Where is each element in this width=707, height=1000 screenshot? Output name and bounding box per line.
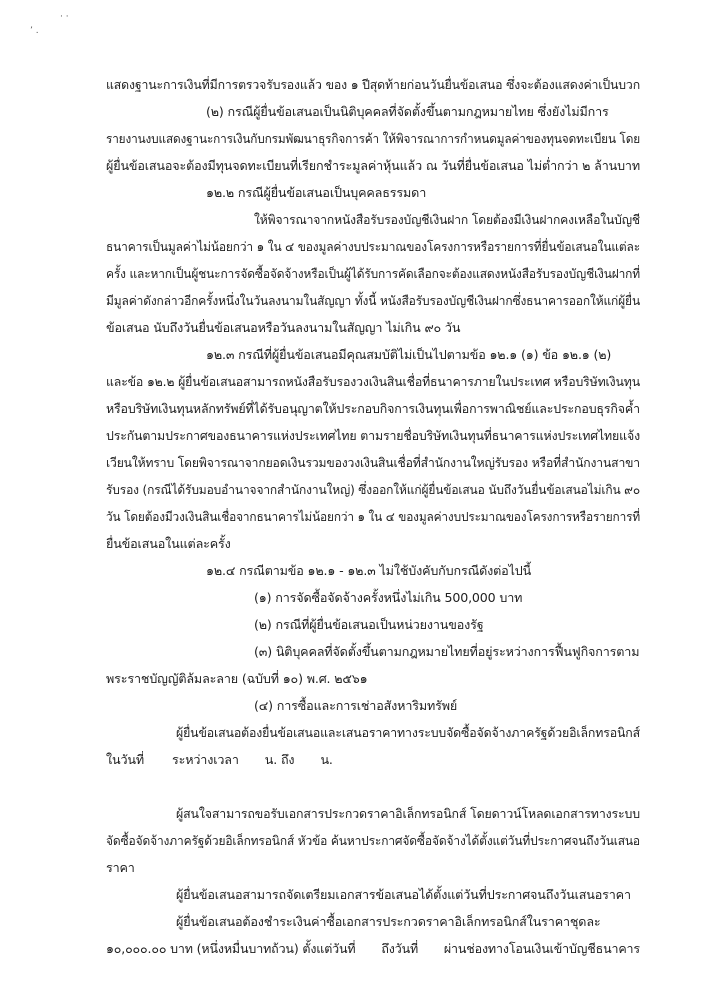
paragraph-line: จัดซื้อจัดจ้างภาครัฐด้วยอิเล็กทรอนิกส์ หัวข้อ ค้นหาประกาศจัดซื้อจัดจ้างได้ตั้งแต่วันที่ประกาศจนถึงวันเสนอ xyxy=(106,833,640,848)
paragraph-line: ผู้ยื่นข้อเสนอจะต้องมีทุนจดทะเบียนที่เรียกชำระมูลค่าหุ้นแล้ว ณ วันที่ยื่นข้อเสนอ ไม่ต่ำกว่า ๒ ล้านบาท xyxy=(106,158,640,173)
paragraph-line: ผู้ยื่นข้อเสนอต้องชำระเงินค่าซื้อเอกสารประกวดราคาอิเล็กทรอนิกส์ในราคาชุดละ xyxy=(176,914,601,929)
paragraph-line: หรือบริษัทเงินทุนหลักทรัพย์ที่ได้รับอนุญาตให้ประกอบกิจการเงินทุนเพื่อการพาณิชย์และประกอบธุรกิจค้ำ xyxy=(106,401,640,416)
paragraph-line: และข้อ ๑๒.๒ ผู้ยื่นข้อเสนอสามารถหนังสือรับรองวงเงินสินเชื่อที่ธนาคารภายในประเทศ หรือบริษัทเงินทุน xyxy=(106,374,640,389)
paragraph-line: ให้พิจารณาจากหนังสือรับรองบัญชีเงินฝาก โดยต้องมีเงินฝากคงเหลือในบัญชี xyxy=(254,212,640,227)
submission-date-line xyxy=(106,751,333,769)
time-to-label: น. xyxy=(320,752,333,767)
paragraph-line: ธนาคารเป็นมูลค่าไม่น้อยกว่า ๑ ใน ๔ ของมูลค่างบประมาณของโครงการหรือรายการที่ยื่นข้อเสนอในแต่ละ xyxy=(106,239,640,254)
paragraph-line: ผู้ยื่นข้อเสนอสามารถจัดเตรียมเอกสารข้อเสนอได้ตั้งแต่วันที่ประกาศจนถึงวันเสนอราคา xyxy=(176,887,631,902)
list-item: (๓) นิติบุคคลที่จัดตั้งขึ้นตามกฎหมายไทยที่อยู่ระหว่างการฟื้นฟูกิจการตาม xyxy=(254,644,640,659)
payment-channel: ผ่านช่องทางโอนเงินเข้าบัญชีธนาคาร xyxy=(443,941,640,956)
paragraph-line: ผู้ยื่นข้อเสนอต้องยื่นข้อเสนอและเสนอราคาทางระบบจัดซื้อจัดจ้างภาครัฐด้วยอิเล็กทรอนิกส์ xyxy=(176,725,640,740)
list-item: (๒) กรณีที่ผู้ยื่นข้อเสนอเป็นหน่วยงานของรัฐ xyxy=(254,617,484,632)
date-label: ในวันที่ xyxy=(106,752,144,767)
scan-mark: · · xyxy=(60,12,69,22)
scan-mark: ’ . xyxy=(30,26,39,36)
section-heading: ๑๒.๔ กรณีตามข้อ ๑๒.๑ - ๑๒.๓ ไม่ใช้บังคับกับกรณีดังต่อไปนี้ xyxy=(206,563,532,578)
list-item: (๔) การซื้อและการเช่าอสังหาริมทรัพย์ xyxy=(254,698,458,713)
paragraph-line: แสดงฐานะการเงินที่มีการตรวจรับรองแล้ว ของ ๑ ปีสุดท้ายก่อนวันยื่นข้อเสนอ ซึ่งจะต้องแสดงค่าเป็นบวก xyxy=(106,77,640,92)
section-heading: ๑๒.๓ กรณีที่ผู้ยื่นข้อเสนอมีคุณสมบัติไม่เป็นไปตามข้อ ๑๒.๑ (๑) ข้อ ๑๒.๑ (๒) xyxy=(206,347,612,362)
fee-amount: ๑๐,๐๐๐.๐๐ บาท (หนึ่งหมื่นบาทถ้วน) ตั้งแต่วันที่ xyxy=(106,941,356,956)
paragraph-line: ครั้ง และหากเป็นผู้ชนะการจัดซื้อจัดจ้างหรือเป็นผู้ได้รับการคัดเลือกจะต้องแสดงหนังสือรับรองบัญชีเงินฝากที่ xyxy=(106,266,640,281)
time-label: ระหว่างเวลา xyxy=(172,752,239,767)
paragraph-line: ยื่นข้อเสนอในแต่ละครั้ง xyxy=(106,536,231,551)
paragraph-line: วัน โดยต้องมีวงเงินสินเชื่อจากธนาคารไม่น้อยกว่า ๑ ใน ๔ ของมูลค่างบประมาณของโครงการหรือรายการที่ xyxy=(106,509,640,524)
payment-line xyxy=(106,940,640,958)
paragraph-line: มีมูลค่าดังกล่าวอีกครั้งหนึ่งในวันลงนามในสัญญา ทั้งนี้ หนังสือรับรองบัญชีเงินฝากซึ่งธนาคารออกให้แก่ผู้ยื่น xyxy=(106,293,640,308)
end-date-label: ถึงวันที่ xyxy=(381,941,419,956)
paragraph-line: ประกันตามประกาศของธนาคารแห่งประเทศไทย ตามรายชื่อบริษัทเงินทุนที่ธนาคารแห่งประเทศไทยแจ้ง xyxy=(106,428,640,443)
list-item: (๑) การจัดซื้อจัดจ้างครั้งหนึ่งไม่เกิน 500,000 บาท xyxy=(254,590,523,605)
paragraph-line: ราคา xyxy=(106,860,135,875)
paragraph-line: เวียนให้ทราบ โดยพิจารณาจากยอดเงินรวมของวงเงินสินเชื่อที่สำนักงานใหญ่รับรอง หรือที่สำนักงานสาขา xyxy=(106,455,640,470)
paragraph-line: (๒) กรณีผู้ยื่นข้อเสนอเป็นนิติบุคคลที่จัดตั้งขึ้นตามกฎหมายไทย ซึ่งยังไม่มีการ xyxy=(206,104,609,119)
paragraph-line: ผู้สนใจสามารถขอรับเอกสารประกวดราคาอิเล็กทรอนิกส์ โดยดาวน์โหลดเอกสารทางระบบ xyxy=(176,806,640,821)
paragraph-line: รายงานงบแสดงฐานะการเงินกับกรมพัฒนาธุรกิจการค้า ให้พิจารณาการกำหนดมูลค่าของทุนจดทะเบียน โดย xyxy=(106,131,640,146)
paragraph-line: รับรอง (กรณีได้รับมอบอำนาจจากสำนักงานใหญ่) ซึ่งออกให้แก่ผู้ยื่นข้อเสนอ นับถึงวันยื่นข้อเสนอไม่เกิน ๙๐ xyxy=(106,482,640,497)
section-heading: ๑๒.๒ กรณีผู้ยื่นข้อเสนอเป็นบุคคลธรรมดา xyxy=(206,185,427,200)
time-from-label: น. ถึง xyxy=(264,752,295,767)
paragraph-line: ข้อเสนอ นับถึงวันยื่นข้อเสนอหรือวันลงนามในสัญญา ไม่เกิน ๙๐ วัน xyxy=(106,320,461,335)
paragraph-line: พระราชบัญญัติล้มละลาย (ฉบับที่ ๑๐) พ.ศ. ๒๕๖๑ xyxy=(106,671,368,686)
